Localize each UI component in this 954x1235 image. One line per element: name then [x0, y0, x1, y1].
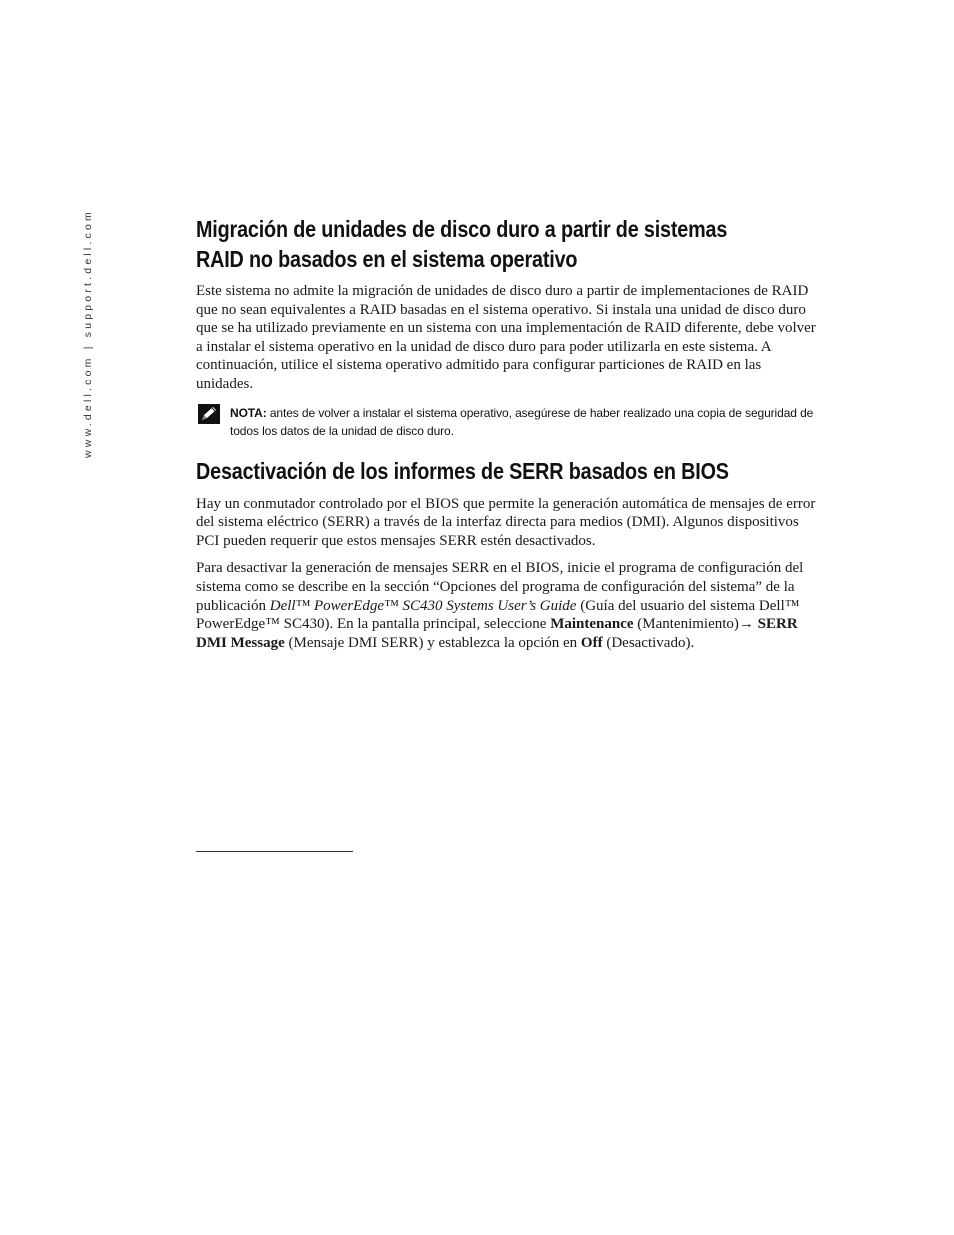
heading-raid-migration — [196, 214, 815, 274]
pencil-note-icon — [198, 404, 220, 424]
heading-serr-bios: Desactivación de los informes de SERR basados en BIOS — [196, 457, 729, 484]
raid-paragraph: Este sistema no admite la migración de unidades de disco duro a partir de implementaciones de RAID que no sean equivalentes a RAID basadas en el sistema operativo. Si instala una unidad de disco duro que se ha utilizado previamente en un sistema con una implementación de RAID diferente, debe volver a instalar el sistema operativo en la unidad de disco duro para poder utilizarla en este sistema. A continuación, utilice el sistema operativo admitido para configurar particiones de RAID en las unidades. — [196, 283, 816, 392]
maintenance-menu: Maintenance — [550, 616, 634, 633]
p2-part-4: (Mensaje DMI SERR) y establezca la opción en — [284, 634, 581, 651]
heading-line-1: Migración de unidades de disco duro a partir de sistemas — [196, 216, 728, 242]
p2-part-1: Para desactivar la generación de mensajes SERR en el BIOS, inicie el programa de configuración del sistema como se describe en la sección “Opciones del programa de configuración del sistema” de la publicación — [196, 560, 804, 614]
heading-line-2: RAID no basados en el sistema operativo — [196, 246, 578, 272]
serr-paragraph-2 — [196, 559, 816, 652]
side-url-text: www.dell.com | support.dell.com — [82, 209, 94, 458]
page-content — [196, 214, 816, 661]
off-value: Off — [580, 634, 603, 651]
note-body: antes de volver a instalar el sistema operativo, asegúrese de haber realizado una copia de seguridad de todos los datos de la unidad de disco duro. — [230, 405, 814, 438]
serr-dmi-message-option: SERR DMI Message — [196, 616, 798, 651]
note-box — [196, 404, 816, 440]
footnote-rule — [196, 851, 353, 852]
p2-part-3: (Mantenimiento)→ — [633, 616, 758, 633]
note-label: NOTA: — [230, 405, 267, 420]
note-text — [230, 404, 816, 440]
serr-paragraph-1: Hay un conmutador controlado por el BIOS que permite la generación automática de mensajes de error del sistema eléctrico (SERR) a través de la interfaz directa para medios (DMI). Algunos dispositivos PCI pueden requerir que estos mensajes SERR estén desactivados. — [196, 495, 816, 549]
users-guide-title: Dell™ PowerEdge™ SC430 Systems User’s Guide — [269, 597, 577, 614]
p2-part-2: (Guía del usuario del sistema Dell™ PowerEdge™ SC430). En la pantalla principal, seleccione — [196, 597, 800, 633]
p2-part-5: (Desactivado). — [602, 634, 695, 651]
